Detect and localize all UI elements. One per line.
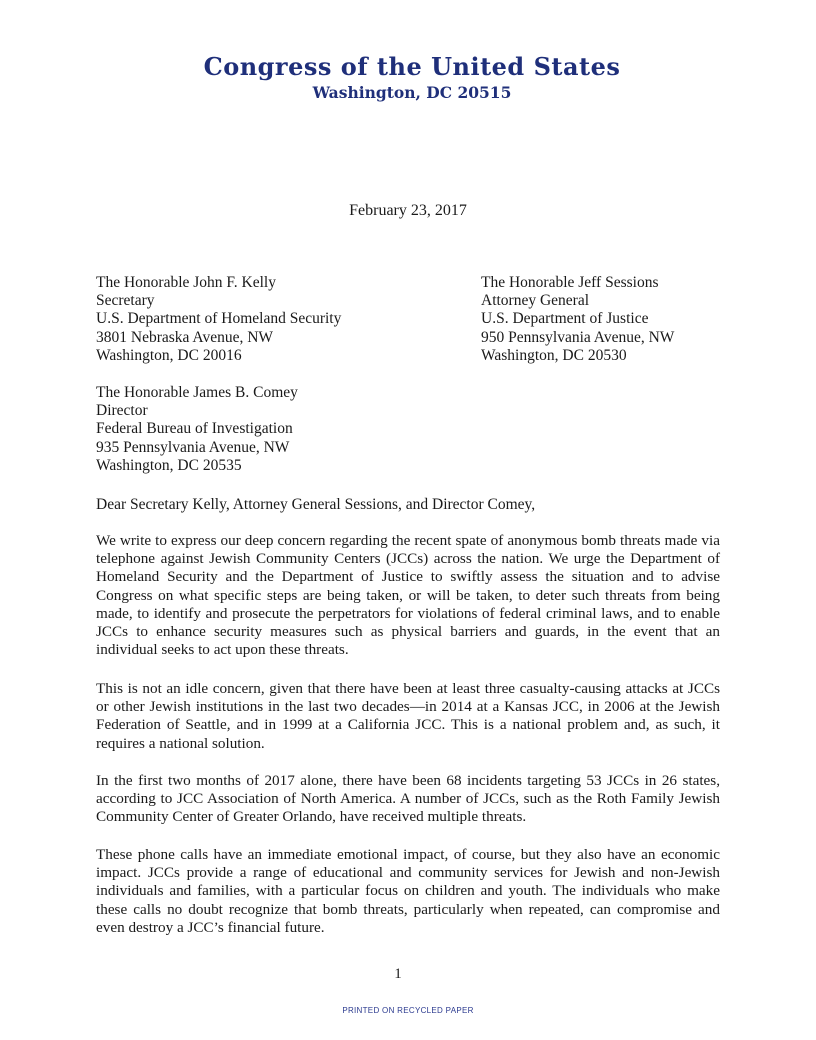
recipient-org: U.S. Department of Justice	[481, 310, 649, 328]
body-paragraph-4: These phone calls have an immediate emotional impact, of course, but they also have an economic impact. JCCs provide a range of educational and community services for Jewish and non-Jewish individuals and families, with a particular focus on children and youth. The individuals who make these calls no doubt recognize that bomb threats, particularly when repeated, can compromise and even destroy a JCC’s financial future.	[96, 846, 720, 936]
recipient-street: 3801 Nebraska Avenue, NW	[96, 328, 274, 346]
letterhead-title: Congress of the United States	[203, 52, 621, 81]
recipient-org: Federal Bureau of Investigation	[96, 420, 293, 438]
recipient-address-kelly	[96, 274, 341, 365]
body-paragraph-2: This is not an idle concern, given that there have been at least three casualty-causing attacks at JCCs or other Jewish institutions in the last two decades—in 2014 at a Kansas JCC, in 2006 at the Jewish Federation of Seattle, and in 1999 at a California JCC. This is a national problem and, as such, it requires a national solution.	[96, 680, 720, 752]
letter-date: February 23, 2017	[349, 202, 467, 219]
recipient-city: Washington, DC 20530	[481, 346, 627, 364]
letterhead-subtitle: Washington, DC 20515	[312, 83, 512, 102]
recipient-street: 935 Pennsylvania Avenue, NW	[96, 438, 290, 456]
recipient-name: The Honorable James B. Comey	[96, 384, 298, 401]
recipient-address-comey	[96, 384, 298, 475]
body-paragraph-1: We write to express our deep concern regarding the recent spate of anonymous bomb threats made via telephone against Jewish Community Centers (JCCs) across the nation. We urge the Department of Homeland Security and the Department of Justice to swiftly assess the situation and to advise Congress on what specific steps are being taken, or will be taken, to deter such threats from being made, to identify and prosecute the perpetrators for violations of federal criminal laws, and to enable JCCs to enhance security measures such as physical barriers and guards, in the event that an individual seeks to act upon these threats.	[96, 532, 720, 659]
letterhead	[0, 52, 816, 104]
recipient-city: Washington, DC 20016	[96, 346, 242, 364]
body-paragraph-3: In the first two months of 2017 alone, there have been 68 incidents targeting 53 JCCs in 26 states, according to JCC Association of North America. A number of JCCs, such as the Roth Family Jewish Community Center of Greater Orlando, have received multiple threats.	[96, 772, 720, 826]
salutation: Dear Secretary Kelly, Attorney General Sessions, and Director Comey,	[96, 496, 536, 513]
recipient-street: 950 Pennsylvania Avenue, NW	[481, 328, 675, 346]
recycled-paper-footer: PRINTED ON RECYCLED PAPER	[342, 1006, 474, 1015]
recipient-title: Director	[96, 402, 148, 420]
recipient-city: Washington, DC 20535	[96, 456, 242, 474]
recipient-org: U.S. Department of Homeland Security	[96, 310, 342, 328]
recipient-name: The Honorable John F. Kelly	[96, 274, 276, 291]
recipient-name: The Honorable Jeff Sessions	[481, 274, 659, 291]
recipient-title: Attorney General	[481, 292, 590, 310]
recipient-address-sessions	[481, 274, 674, 365]
recipient-title: Secretary	[96, 292, 155, 310]
page-number: 1	[394, 966, 402, 982]
